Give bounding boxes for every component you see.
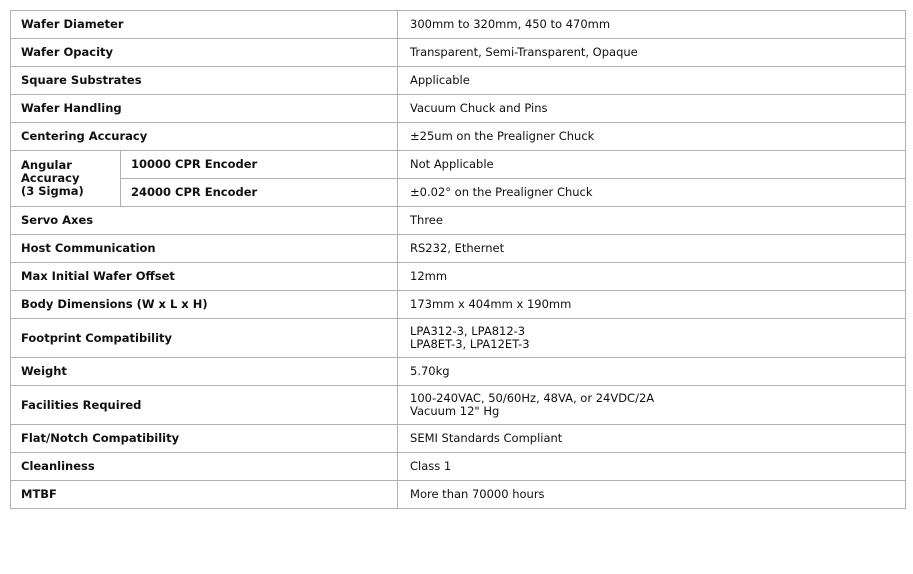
value-line: SEMI Standards Compliant (410, 431, 563, 445)
label-cell: Servo Axes (11, 207, 398, 235)
value-cell: Not Applicable (398, 151, 906, 179)
sub-label-cell: 10000 CPR Encoder (121, 151, 398, 179)
specifications-table-body (11, 11, 906, 509)
label-cell: Body Dimensions (W x L x H) (11, 291, 398, 319)
table-row (11, 263, 906, 291)
label-cell: Centering Accuracy (11, 123, 398, 151)
value-line: More than 70000 hours (410, 487, 545, 501)
value-cell (398, 291, 906, 319)
table-row (11, 319, 906, 358)
value-line: RS232, Ethernet (410, 241, 505, 255)
value-line: Transparent, Semi-Transparent, Opaque (410, 45, 638, 59)
value-cell (398, 358, 906, 386)
value-line: Applicable (410, 73, 470, 87)
value-line: 173mm x 404mm x 190mm (410, 297, 572, 311)
value-cell (398, 67, 906, 95)
value-line: LPA312-3, LPA812-3 (410, 324, 526, 338)
value-cell (398, 123, 906, 151)
value-cell (398, 39, 906, 67)
group-label-cell (11, 151, 121, 207)
table-row (11, 95, 906, 123)
value-cell: ±0.02° on the Prealigner Chuck (398, 179, 906, 207)
value-cell (398, 235, 906, 263)
table-row (11, 425, 906, 453)
table-row (11, 386, 906, 425)
value-cell (398, 319, 906, 358)
label-cell: Host Communication (11, 235, 398, 263)
value-line: 100-240VAC, 50/60Hz, 48VA, or 24VDC/2A (410, 391, 655, 405)
label-cell: Footprint Compatibility (11, 319, 398, 358)
label-cell: Square Substrates (11, 67, 398, 95)
label-cell: Cleanliness (11, 453, 398, 481)
label-cell: Wafer Handling (11, 95, 398, 123)
value-line: 300mm to 320mm, 450 to 470mm (410, 17, 611, 31)
table-row (11, 453, 906, 481)
value-cell (398, 263, 906, 291)
value-cell (398, 11, 906, 39)
value-cell (398, 453, 906, 481)
label-cell: MTBF (11, 481, 398, 509)
value-cell (398, 386, 906, 425)
value-line: 12mm (410, 269, 448, 283)
value-line: ±25um on the Prealigner Chuck (410, 129, 595, 143)
group-label-line: (3 Sigma) (21, 184, 84, 198)
value-line: Vacuum Chuck and Pins (410, 101, 548, 115)
value-line: Vacuum 12" Hg (410, 404, 500, 418)
value-line: 5.70kg (410, 364, 450, 378)
value-line: Class 1 (410, 459, 452, 473)
table-row (11, 291, 906, 319)
value-cell (398, 425, 906, 453)
table-row (11, 179, 906, 207)
table-row (11, 235, 906, 263)
label-cell: Facilities Required (11, 386, 398, 425)
label-cell: Flat/Notch Compatibility (11, 425, 398, 453)
value-line: LPA8ET-3, LPA12ET-3 (410, 337, 530, 351)
table-row (11, 151, 906, 179)
label-cell: Max Initial Wafer Offset (11, 263, 398, 291)
table-row (11, 123, 906, 151)
table-row (11, 358, 906, 386)
group-label-line: Accuracy (21, 171, 80, 185)
table-row (11, 11, 906, 39)
label-cell: Weight (11, 358, 398, 386)
label-cell: Wafer Diameter (11, 11, 398, 39)
label-cell: Wafer Opacity (11, 39, 398, 67)
value-cell (398, 481, 906, 509)
sub-label-cell: 24000 CPR Encoder (121, 179, 398, 207)
value-cell (398, 95, 906, 123)
table-row (11, 39, 906, 67)
table-row (11, 481, 906, 509)
table-row (11, 67, 906, 95)
value-cell (398, 207, 906, 235)
value-line: Three (410, 213, 443, 227)
specifications-table (10, 10, 906, 509)
table-row (11, 207, 906, 235)
group-label-line: Angular (21, 158, 72, 172)
